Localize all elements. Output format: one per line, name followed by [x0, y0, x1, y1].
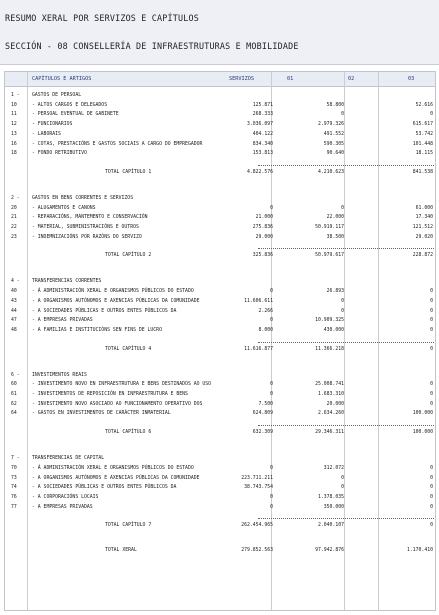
row-code: 73: [11, 475, 17, 481]
row-description: - A ORGANISMOS AUTÓNOMOS E AXENCIAS PÚBLICAS DA COMUNIDADE: [32, 475, 200, 481]
value-01: 325.836: [252, 253, 273, 259]
chapter-total-row: [5, 252, 435, 261]
table-row: [5, 381, 435, 390]
value-02: 2.634.260: [318, 411, 344, 417]
row-description: - REPARACIÓNS, MANTEMENTO E CONSERVACIÓN: [32, 215, 148, 221]
value-01: 834.340: [252, 141, 273, 147]
row-description: - A CORPORACIÓNS LOCAIS: [32, 494, 99, 500]
section-title: SECCIÓN - 08 CONSELLERÍA DE INFRAESTRUTURAS E MOBILIDADE: [5, 41, 299, 51]
row-description: - A ORGANISMOS AUTÓNOMOS E AXENCIAS PÚBLICAS DA COMUNIDADE: [32, 298, 200, 304]
value-03: 0: [430, 327, 433, 333]
table-row: [5, 308, 435, 317]
value-02: 22.000: [326, 215, 344, 221]
chapter-heading-row: [5, 195, 435, 204]
row-code: 20: [11, 205, 17, 211]
value-03: 0: [430, 485, 433, 491]
row-description: - A EMPRESAS PRIVADAS: [32, 318, 93, 324]
row-code: 7 -: [11, 456, 20, 462]
row-description: TRANSFERENCIAS DE CAPITAL: [32, 456, 105, 462]
table-row: [5, 111, 435, 120]
row-code: 74: [11, 485, 17, 491]
value-02: 0: [341, 485, 344, 491]
table-row: [5, 401, 435, 410]
row-description: TOTAL CAPÍTULO 4: [105, 346, 152, 352]
value-01: 21.000: [255, 215, 273, 221]
row-description: GASTOS DE PERSOAL: [32, 93, 82, 98]
header-chapters: CAPÍTULOS E ARTIGOS: [32, 76, 92, 82]
row-description: TOTAL XERAL: [105, 548, 137, 554]
row-code: 62: [11, 401, 17, 407]
value-02: 50.979.617: [315, 253, 344, 259]
value-02: 430.000: [323, 327, 344, 333]
header-col-01: 01: [287, 76, 294, 82]
row-code: 11: [11, 112, 17, 118]
value-03: 17.340: [415, 215, 433, 221]
value-03: 0: [430, 112, 433, 118]
value-02: 97.942.876: [315, 548, 344, 554]
value-02: 50.919.117: [315, 225, 344, 230]
value-03: 100.000: [412, 411, 433, 417]
value-01: 3.036.097: [247, 122, 273, 128]
table-row: [5, 327, 435, 336]
total-separator: [258, 342, 434, 344]
value-03: 52.616: [415, 102, 433, 108]
value-02: 491.552: [323, 131, 344, 137]
value-03: 0: [430, 346, 433, 352]
table-row: [5, 494, 435, 503]
value-03: 0: [430, 465, 433, 471]
row-description: - ALUGAMENTOS E CANONS: [32, 205, 96, 211]
row-description: - A SOCIEDADES PÚBLICAS E OUTROS ENTES PÚBLICOS DA: [32, 308, 177, 314]
value-01: 624.809: [252, 411, 273, 417]
table-row: [5, 205, 435, 214]
table-row: [5, 288, 435, 297]
row-code: 13: [11, 131, 17, 137]
value-03: 61.000: [415, 205, 433, 211]
row-description: GASTOS EN BENS CORRENTES E SERVIZOS: [32, 195, 134, 201]
value-03: 1.170.410: [407, 548, 433, 554]
row-description: - INVESTIMENTO NOVO EN INFRAESTRUTURA E BENS DESTINADOS AO USO: [32, 382, 212, 388]
table-row: [5, 150, 435, 159]
value-03: 0: [430, 298, 433, 304]
row-code: 44: [11, 308, 17, 314]
row-description: - INVESTIMENTO NOVO ASOCIADO AO FUNCIONAMENTO OPERATIVO DOS: [32, 401, 203, 407]
row-code: 70: [11, 465, 17, 471]
chapter-total-row: [5, 346, 435, 355]
row-description: - ALTOS CARGOS E DELEGADOS: [32, 102, 108, 108]
row-code: 77: [11, 504, 17, 510]
value-01: 7.500: [258, 401, 273, 407]
row-code: 60: [11, 382, 17, 388]
row-description: - INVESTIMENTOS DE REPOSICIÓN EN INFRAESTRUTURA E BENS: [32, 392, 188, 397]
value-02: 29.346.311: [315, 430, 344, 436]
total-separator: [258, 425, 434, 427]
header-services: SERVIZOS: [229, 76, 254, 82]
value-03: 18.115: [415, 151, 433, 157]
value-01: 2.266: [258, 308, 273, 314]
table-row: [5, 121, 435, 130]
row-description: TOTAL CAPÍTULO 6: [105, 430, 152, 436]
value-03: 0: [430, 475, 433, 481]
value-02: 0: [341, 205, 344, 211]
row-description: - Á ADMINISTRACIÓN XERAL E ORGANISMOS PÚBLICOS DO ESTADO: [32, 465, 194, 471]
total-separator: [258, 248, 434, 250]
table-row: [5, 141, 435, 150]
table-header: [5, 72, 435, 87]
chapter-total-row: [5, 429, 435, 438]
value-03: 615.617: [412, 122, 433, 128]
row-description: TOTAL CAPÍTULO 7: [105, 523, 152, 529]
value-01: 268.333: [252, 112, 273, 118]
chapter-total-row: [5, 169, 435, 178]
header-col-03: 03: [408, 76, 415, 82]
table-row: [5, 391, 435, 400]
value-02: 0: [341, 112, 344, 118]
value-02: 0: [341, 475, 344, 481]
value-02: 20.000: [326, 401, 344, 407]
value-01: 8.000: [258, 327, 273, 333]
table-row: [5, 484, 435, 493]
table-row: [5, 102, 435, 111]
value-01: 29.000: [255, 234, 273, 240]
budget-table: [4, 71, 436, 611]
value-02: 90.640: [326, 151, 344, 157]
value-02: 26.893: [326, 289, 344, 295]
value-01: 275.836: [252, 225, 273, 230]
value-01: 4.822.576: [247, 169, 273, 175]
value-02: 4.210.623: [318, 169, 344, 175]
value-02: 38.500: [326, 234, 344, 240]
value-01: 632.309: [252, 430, 273, 436]
value-02: 1.378.035: [318, 494, 344, 500]
table-row: [5, 234, 435, 243]
table-row: [5, 317, 435, 326]
value-02: 2.979.326: [318, 122, 344, 128]
table-row: [5, 475, 435, 484]
report-title: RESUMO XERAL POR SERVIZOS E CAPÍTULOS: [5, 13, 199, 23]
value-01: 223.711.211: [241, 475, 273, 481]
table-row: [5, 131, 435, 140]
value-02: 350.000: [323, 504, 344, 510]
value-01: 153.813: [252, 151, 273, 157]
value-01: 11.606.611: [244, 298, 273, 304]
value-03: 121.512: [412, 225, 433, 230]
table-row: [5, 224, 435, 233]
row-description: - LABORAIS: [32, 131, 61, 137]
value-01: 0: [270, 494, 273, 500]
value-02: 10.909.325: [315, 318, 344, 324]
chapter-heading-row: [5, 278, 435, 287]
row-code: 23: [11, 234, 17, 240]
value-03: 0: [430, 504, 433, 510]
total-separator: [258, 518, 434, 520]
table-row: [5, 465, 435, 474]
grand-total-row: [5, 547, 435, 556]
page-header: [0, 0, 439, 65]
table-row: [5, 410, 435, 419]
value-03: 100.000: [412, 430, 433, 436]
value-01: 0: [270, 504, 273, 510]
value-03: 29.020: [415, 234, 433, 240]
value-01: 125.871: [252, 102, 273, 108]
value-02: 590.305: [323, 141, 344, 147]
table-row: [5, 214, 435, 223]
row-code: 76: [11, 494, 17, 500]
value-03: 101.448: [412, 141, 433, 147]
value-01: 0: [270, 289, 273, 295]
value-01: 0: [270, 392, 273, 397]
value-03: 53.742: [415, 131, 433, 137]
row-description: - MATERIAL, SUBMINISTRACIÓNS E OUTROS: [32, 225, 139, 230]
value-01: 262.454.965: [241, 523, 273, 529]
row-description: - FONDO RETRIBUTIVO: [32, 151, 87, 157]
row-description: - A FAMILIAS E INSTITUCIÓNS SEN FINS DE LUCRO: [32, 327, 162, 333]
table-row: [5, 504, 435, 513]
row-code: 22: [11, 225, 17, 230]
chapter-heading-row: [5, 372, 435, 381]
header-col-02: 02: [348, 76, 355, 82]
value-03: 0: [430, 523, 433, 529]
value-02: 25.008.741: [315, 382, 344, 388]
value-03: 0: [430, 392, 433, 397]
value-03: 841.538: [412, 169, 433, 175]
value-01: 0: [270, 382, 273, 388]
row-code: 21: [11, 215, 17, 221]
value-03: 0: [430, 494, 433, 500]
value-01: 38.743.754: [244, 485, 273, 491]
row-code: 61: [11, 392, 17, 397]
value-01: 0: [270, 318, 273, 324]
row-code: 40: [11, 289, 17, 295]
row-description: - Á ADMINISTRACIÓN XERAL E ORGANISMOS PÚBLICOS DO ESTADO: [32, 289, 194, 295]
table-row: [5, 298, 435, 307]
row-description: - FUNCIONARIOS: [32, 122, 73, 128]
value-01: 404.122: [252, 131, 273, 137]
value-02: 58.800: [326, 102, 344, 108]
row-description: TRANSFERENCIAS CORRENTES: [32, 279, 102, 285]
row-code: 2 -: [11, 195, 20, 201]
value-03: 0: [430, 308, 433, 314]
value-01: 279.852.563: [241, 548, 273, 554]
value-02: 2.040.107: [318, 523, 344, 529]
value-02: 11.366.218: [315, 346, 344, 352]
row-code: 16: [11, 141, 17, 147]
value-01: 0: [270, 205, 273, 211]
row-code: 12: [11, 122, 17, 128]
value-01: 0: [270, 465, 273, 471]
value-03: 0: [430, 382, 433, 388]
row-description: INVESTIMENTOS REAIS: [32, 372, 87, 378]
value-01: 11.616.877: [244, 346, 273, 352]
value-02: 0: [341, 298, 344, 304]
row-code: 1 -: [11, 93, 20, 98]
row-description: - A EMPRESAS PRIVADAS: [32, 504, 93, 510]
chapter-heading-row: [5, 455, 435, 464]
value-02: 312.072: [323, 465, 344, 471]
chapter-heading-row: [5, 92, 435, 101]
row-code: 10: [11, 102, 17, 108]
value-03: 228.872: [412, 253, 433, 259]
row-code: 43: [11, 298, 17, 304]
row-code: 6 -: [11, 372, 20, 378]
chapter-total-row: [5, 522, 435, 531]
row-description: TOTAL CAPÍTULO 2: [105, 253, 152, 259]
value-03: 0: [430, 289, 433, 295]
row-code: 47: [11, 318, 17, 324]
row-code: 4 -: [11, 279, 20, 285]
row-code: 18: [11, 151, 17, 157]
row-code: 64: [11, 411, 17, 417]
row-description: - A SOCIEDADES PÚBLICAS E OUTROS ENTES PÚBLICOS DA: [32, 485, 177, 491]
value-02: 0: [341, 308, 344, 314]
row-code: 48: [11, 327, 17, 333]
row-description: - PERSOAL EVENTUAL DE GABINETE: [32, 112, 119, 118]
row-description: - COTAS, PRESTACIÓNS E GASTOS SOCIAIS A CARGO DO EMPREGADOR: [32, 141, 203, 147]
value-03: 0: [430, 401, 433, 407]
value-03: 0: [430, 318, 433, 324]
row-description: TOTAL CAPÍTULO 1: [105, 169, 152, 175]
value-02: 1.683.310: [318, 392, 344, 397]
total-separator: [258, 165, 434, 167]
row-description: - GASTOS EN INVESTIMENTOS DE CARÁCTER INMATERIAL: [32, 411, 171, 417]
row-description: - INDEMNIZACIÓNS POR RAZÓNS DO SERVIZO: [32, 234, 142, 240]
